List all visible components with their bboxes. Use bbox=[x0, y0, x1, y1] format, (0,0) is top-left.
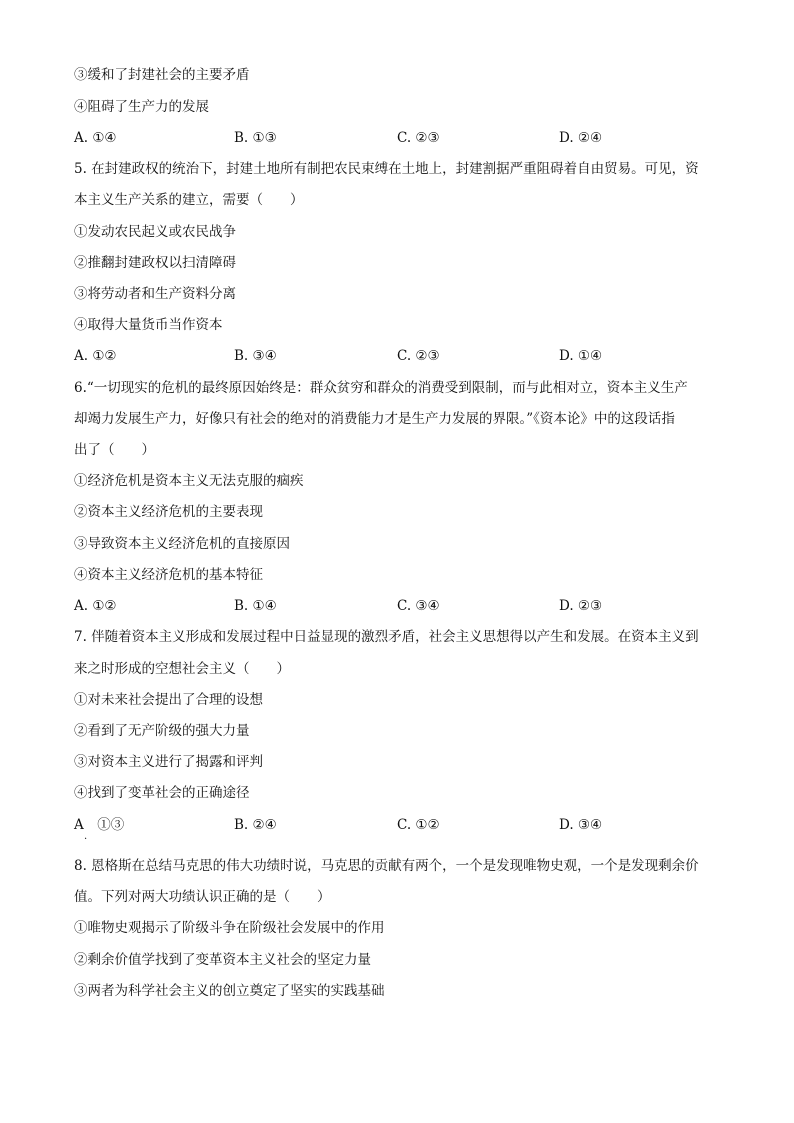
choice-d: D. ③④ bbox=[559, 817, 603, 833]
choice-a: A. ①④ bbox=[74, 130, 117, 146]
question-stem: 8. 恩格斯在总结马克思的伟大功绩时说，马克思的贡献有两个，一个是发现唯物史观，一个是发现剩余价 bbox=[74, 858, 699, 874]
answer-choices bbox=[74, 347, 724, 365]
option-item: ②看到了无产阶级的强大力量 bbox=[74, 723, 250, 739]
question-stem: 5. 在封建政权的统治下，封建土地所有制把农民束缚在土地上，封建割据严重阻碍着自由贸易。可见，资 bbox=[74, 161, 699, 177]
question-stem: 7. 伴随着资本主义形成和发展过程中日益显现的激烈矛盾，社会主义思想得以产生和发展。在资本主义到 bbox=[74, 629, 699, 645]
option-item: ④阻碍了生产力的发展 bbox=[74, 99, 209, 115]
choice-d: D. ②③ bbox=[559, 598, 603, 614]
option-item: ①经济危机是资本主义无法克服的痼疾 bbox=[74, 473, 304, 489]
question-stem: 本主义生产关系的建立，需要（ ） bbox=[74, 192, 304, 208]
option-item: ③对资本主义进行了揭露和评判 bbox=[74, 754, 263, 770]
choice-d: D. ②④ bbox=[559, 130, 603, 146]
question-stem: 来之时形成的空想社会主义（ ） bbox=[74, 661, 290, 677]
option-item: ③导致资本主义经济危机的直接原因 bbox=[74, 536, 290, 552]
answer-choices bbox=[74, 597, 724, 615]
option-item: ③缓和了封建社会的主要矛盾 bbox=[74, 67, 250, 83]
question-stem: 6.“一切现实的危机的最终原因始终是：群众贫穷和群众的消费受到限制，而与此相对立，资本主义生产 bbox=[74, 380, 688, 396]
answer-choices bbox=[74, 129, 724, 147]
choice-d: D. ①④ bbox=[559, 348, 603, 364]
option-item: ①发动农民起义或农民战争 bbox=[74, 224, 236, 240]
choice-c: C. ③④ bbox=[397, 598, 440, 614]
question-stem: 却竭力发展生产力，好像只有社会的绝对的消费能力才是生产力发展的界限。”《资本论》中的这段话指 bbox=[74, 411, 675, 427]
choice-b: B. ③④ bbox=[234, 348, 277, 364]
question-stem: 值。下列对两大功绩认识正确的是（ ） bbox=[74, 889, 331, 905]
option-item: ①唯物史观揭示了阶级斗争在阶级社会发展中的作用 bbox=[74, 920, 385, 936]
answer-choices bbox=[74, 816, 724, 842]
choice-b: B. ①③ bbox=[234, 130, 277, 146]
option-item: ②推翻封建政权以扫清障碍 bbox=[74, 255, 236, 271]
stray-dot: . bbox=[84, 831, 88, 842]
option-item: ④资本主义经济危机的基本特征 bbox=[74, 567, 263, 583]
choice-b: B. ①④ bbox=[234, 598, 277, 614]
question-stem: 出了（ ） bbox=[74, 442, 155, 458]
option-item: ④找到了变革社会的正确途径 bbox=[74, 785, 250, 801]
option-item: ②剩余价值学找到了变革资本主义社会的坚定力量 bbox=[74, 952, 371, 968]
choice-a: A. ①② bbox=[74, 598, 117, 614]
choice-c: C. ①② bbox=[397, 817, 440, 833]
option-item: ②资本主义经济危机的主要表现 bbox=[74, 504, 263, 520]
option-item: ③两者为科学社会主义的创立奠定了坚实的实践基础 bbox=[74, 983, 385, 999]
option-item: ④取得大量货币当作资本 bbox=[74, 317, 223, 333]
choice-a: A. ①② bbox=[74, 348, 117, 364]
option-item: ③将劳动者和生产资料分离 bbox=[74, 286, 236, 302]
choice-b: B. ②④ bbox=[234, 817, 277, 833]
option-item: ①对未来社会提出了合理的设想 bbox=[74, 692, 263, 708]
choice-a: A ①③ bbox=[74, 817, 125, 833]
choice-c: C. ②③ bbox=[397, 130, 440, 146]
choice-c: C. ②③ bbox=[397, 348, 440, 364]
